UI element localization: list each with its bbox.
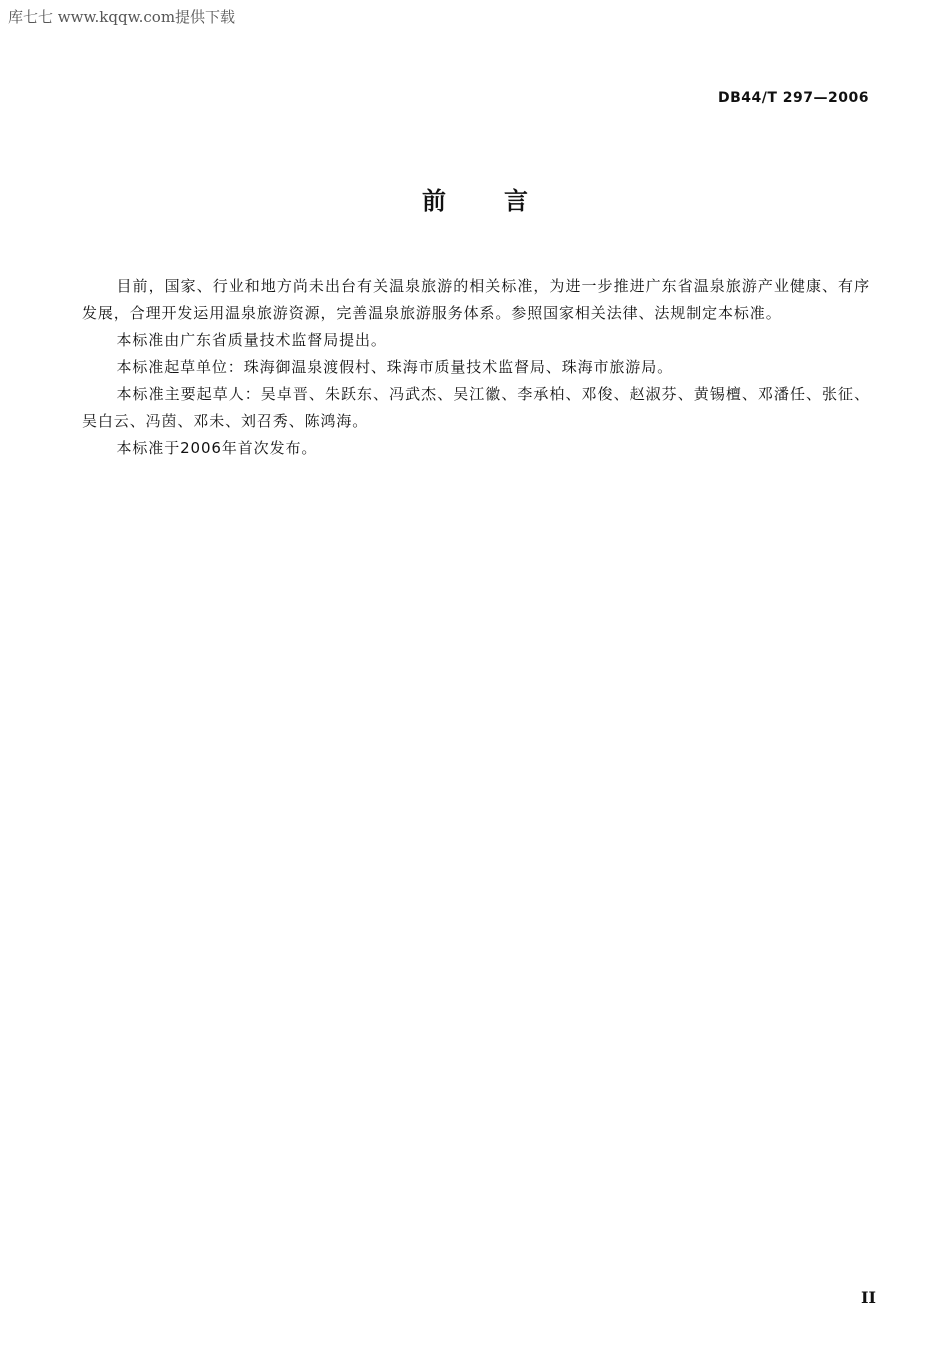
paragraph-drafters: 本标准主要起草人：吴卓晋、朱跃东、冯武杰、吴江徽、李承柏、邓俊、赵淑芬、黄锡檀、邓潘任、张征、吴白云、冯茵、邓未、刘召秀、陈鸿海。 (82, 385, 870, 430)
page-title: 前言 (422, 187, 586, 215)
paragraph-first-release: 本标准于2006年首次发布。 (116, 439, 318, 457)
page-number: II (861, 1288, 876, 1307)
foreword-body (82, 273, 870, 462)
paragraph-purpose: 目前，国家、行业和地方尚未出台有关温泉旅游的相关标准，为进一步推进广东省温泉旅游产业健康、有序发展，合理开发运用温泉旅游资源，完善温泉旅游服务体系。参照国家相关法律、法规制定本标准。 (82, 277, 870, 322)
paragraph-drafting-units: 本标准起草单位：珠海御温泉渡假村、珠海市质量技术监督局、珠海市旅游局。 (116, 358, 674, 376)
paragraph-proposer: 本标准由广东省质量技术监督局提出。 (116, 331, 387, 349)
watermark-text: 库七七 www.kqqw.com提供下载 (8, 8, 236, 26)
standard-code: DB44/T 297—2006 (718, 90, 869, 106)
